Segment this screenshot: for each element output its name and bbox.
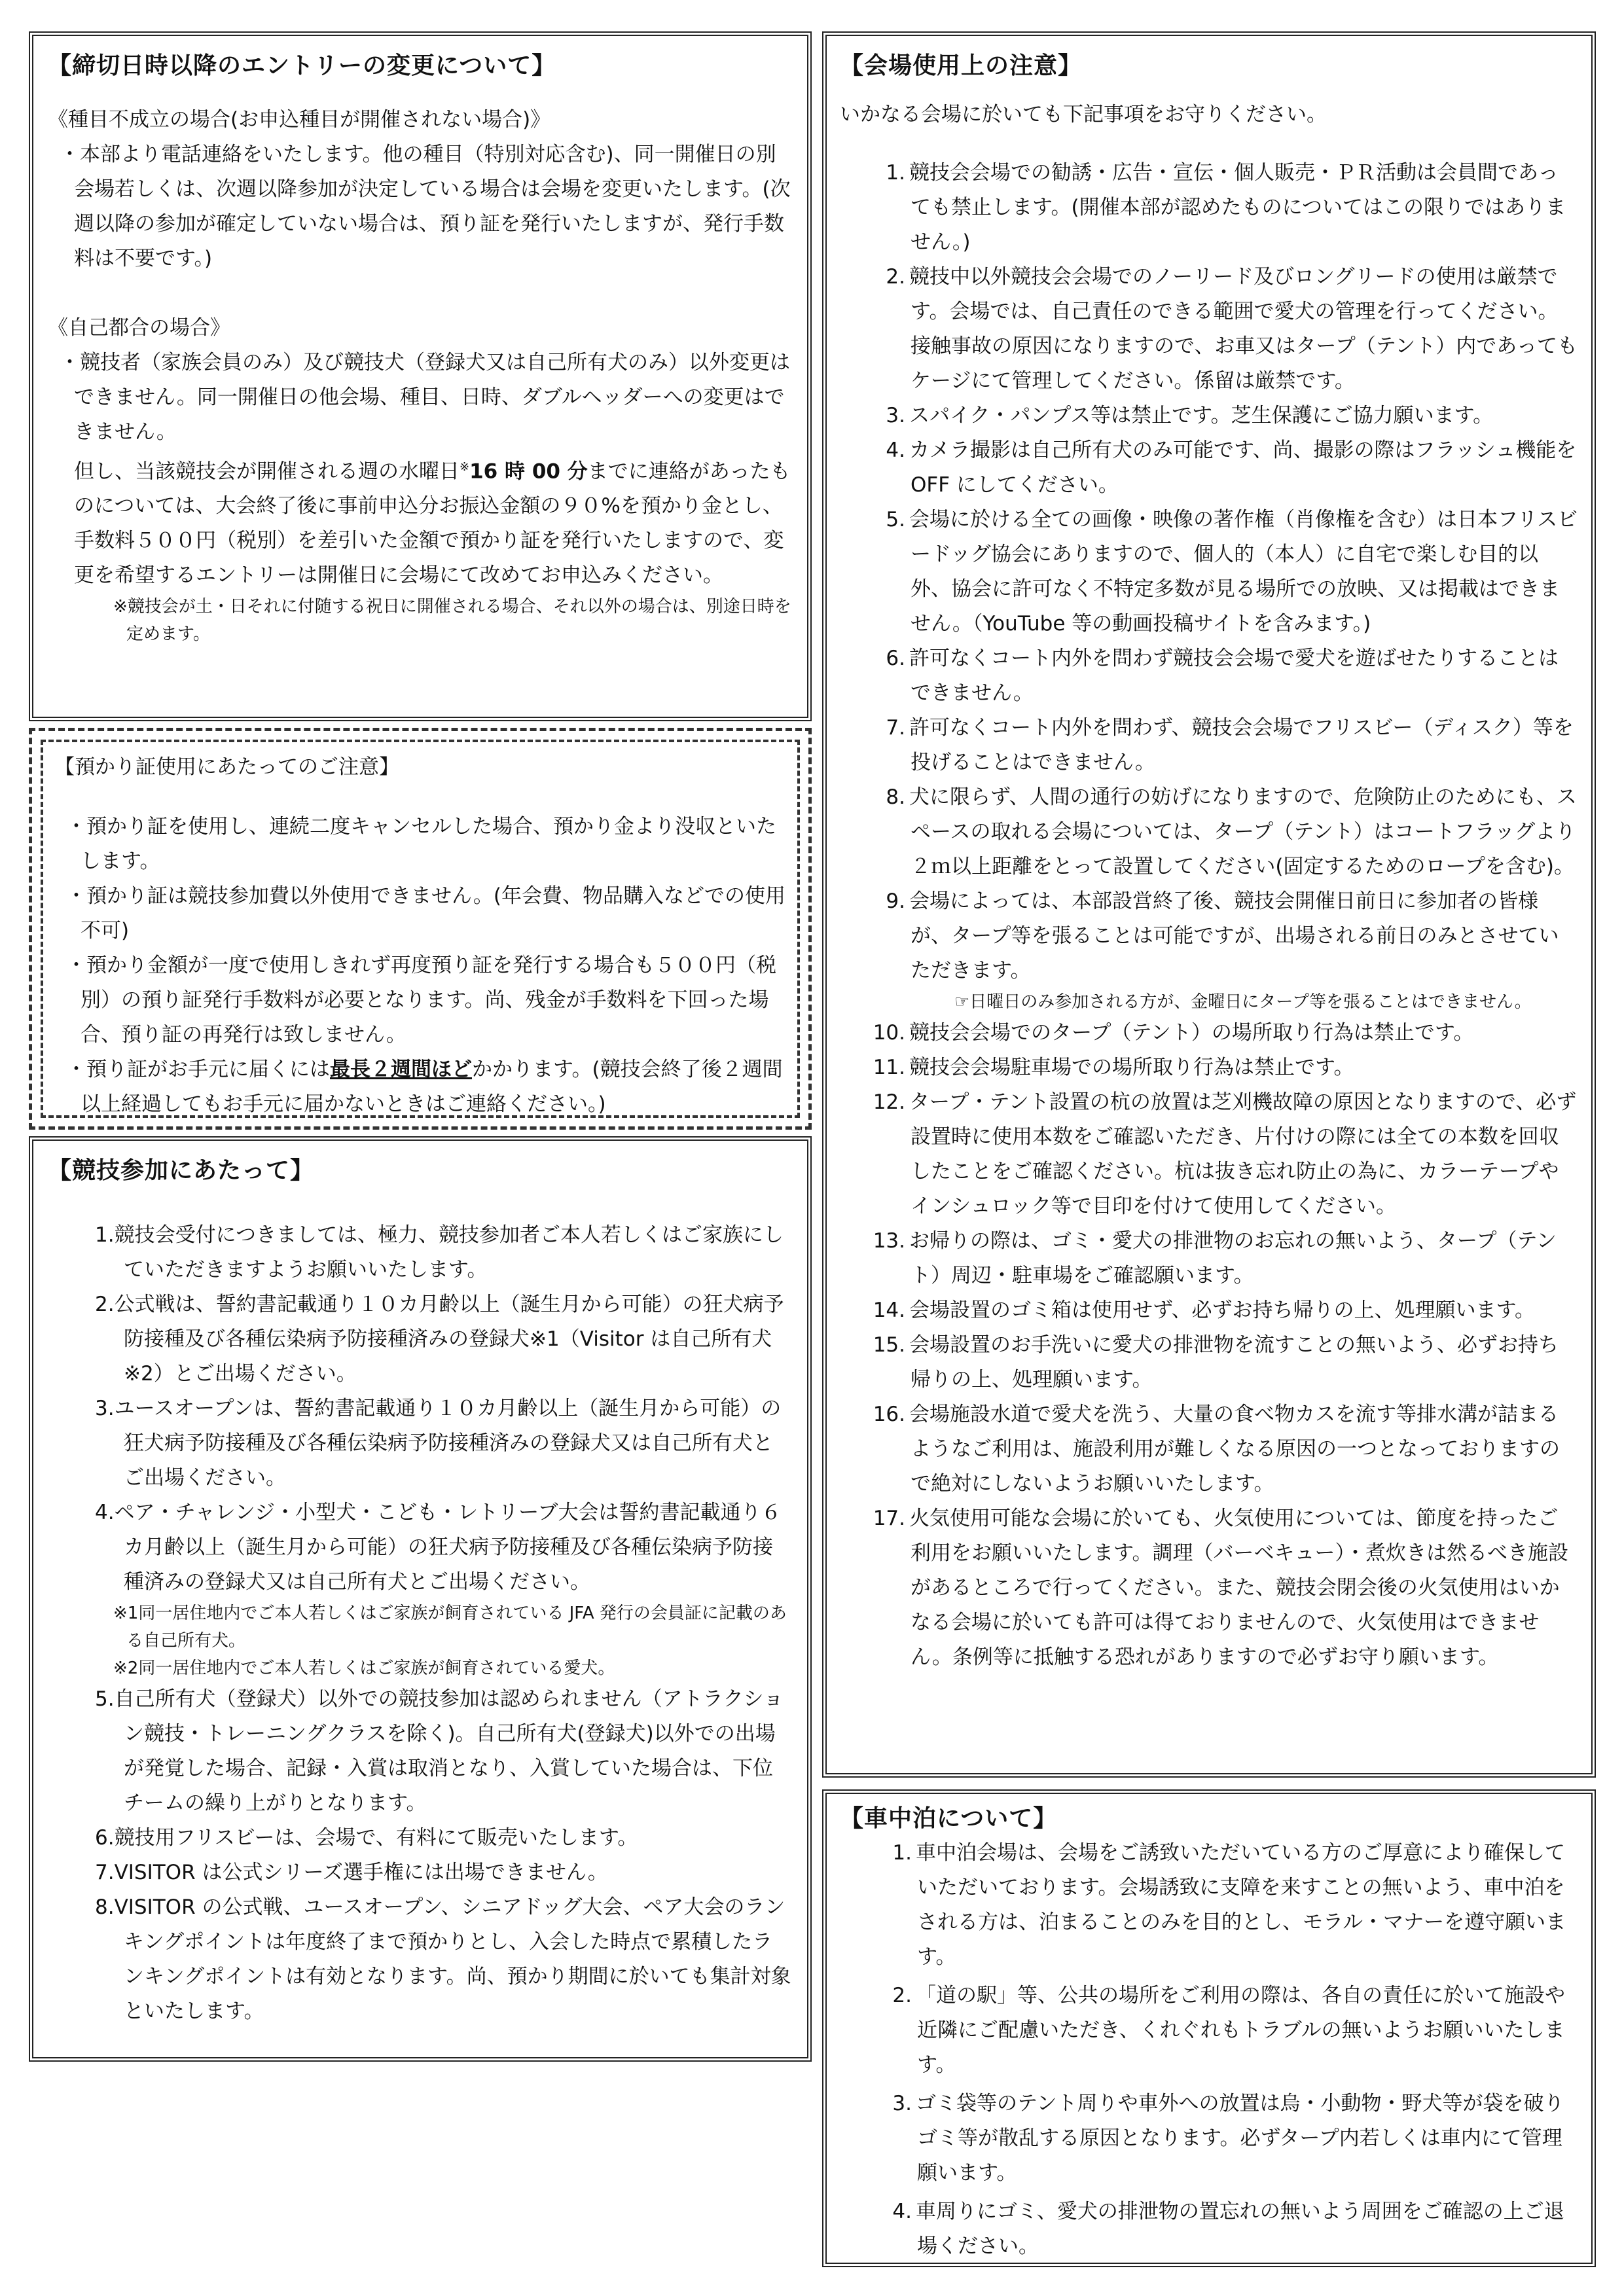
list-item: 2.公式戦は、誓約書記載通り１０カ月齢以上（誕生月から可能）の狂犬病予防接種及び各種伝染病予防接種済みの登録犬※1（Visitor は自己所有犬※2）とご出場ください。 [95, 1293, 784, 1386]
list-item: 1. 車中泊会場は、会場をご誘致いただいている方のご厚意により確保していただいております。会場誘致に支障を来すことの無いよう、車中泊をされる方は、泊まることのみを目的とし、モラル・マナーを遵守願います。 [892, 1841, 1566, 1969]
venue-rules-list [840, 156, 1578, 988]
participation-title: 【競技参加にあたって】 [48, 1157, 315, 1184]
footnote-2: ※2同一居住地内でご本人若しくはご家族が飼育されている愛犬。 [113, 1659, 615, 1678]
entry-change-section [29, 31, 812, 721]
list-item: 5. 会場に於ける全ての画像・映像の著作権（肖像権を含む）は日本フリスビードッグ協会にありますので、個人的（本人）に自宅で楽しむ目的以外、協会に許可なく不特定多数が見る場所での放映、又は掲載はできません。（YouTube 等の動画投稿サイトを含みます。) [886, 508, 1578, 636]
list-item: 13. お帰りの際は、ゴミ・愛犬の排泄物のお忘れの無いよう、タープ（テント）周辺・駐車場をご確認願います。 [873, 1229, 1557, 1287]
list-item: 16. 会場施設水道で愛犬を洗う、大量の食べ物カスを流す等排水溝が詰まるようなご利用は、施設利用が難しくなる原因の一つとなっておりますので絶対にしないようお願いいたします。 [873, 1403, 1560, 1496]
deposit-note-section [29, 728, 812, 1130]
list-item: 8.VISITOR の公式戦、ユースオープン、シニアドッグ大会、ペア大会のランキングポイントは年度終了まで預かりとし、入会した時点で累積したランキングポイントは有効となります。尚、預かり期間に於いても集計対象といたします。 [95, 1895, 791, 2023]
list-item: 1.競技会受付につきましては、極力、競技参加者ご本人若しくはご家族にしていただきますようお願いいたします。 [95, 1223, 784, 1282]
list-item: 2. 競技中以外競技会会場でのノーリード及びロングリードの使用は厳禁です。会場では、自己責任のできる範囲で愛犬の管理を行ってください。接触事故の原因になりますので、お車又はタープ（テント）内であってもケージにて管理してください。係留は厳禁です。 [886, 265, 1578, 393]
deposit-item: ・預かり証は競技参加費以外使用できません。(年会費、物品購入などでの使用不可) [66, 884, 785, 942]
deadline-note: ※競技会が土・日それに付随する祝日に開催される場合、それ以外の場合は、別途日時を定めます。 [113, 597, 791, 645]
venue-rules-title: 【会場使用上の注意】 [840, 52, 1083, 79]
list-item: 12. タープ・テント設置の杭の放置は芝刈機故障の原因となりますので、必ず設置時に使用本数をご確認いただき、片付けの際には全ての本数を回収したことをご確認ください。杭は抜き忘れ防止の為に、カラーテープやインシュロック等で目印を付けて使用してください。 [873, 1090, 1577, 1218]
list-item: 2. 「道の駅」等、公共の場所をご利用の際は、各自の責任に於いて施設や近隣にご配慮いただき、くれぐれもトラブルの無いようお願いいたします。 [892, 1984, 1565, 2077]
list-item: 4.ペア・チャレンジ・小型犬・こども・レトリーブ大会は誓約書記載通り６カ月齢以上（誕生月から可能）の狂犬病予防接種及び各種伝染病予防接種済みの登録犬又は自己所有犬とご出場ください。 [95, 1501, 782, 1594]
car-camping-list [840, 1836, 1578, 2264]
list-item: 9. 会場によっては、本部設営終了後、競技会開催日前日に参加者の皆様が、タープ等を張ることは可能ですが、出場される前日のみとさせていただきます。 [886, 889, 1559, 982]
cancelled-event-text: ・本部より電話連絡をいたします。他の種目（特別対応含む)、同一開催日の別会場若しくは、次週以降参加が決定している場合は会場を変更いたします。(次週以降の参加が確定していない場合は、預り証を発行いたしますが、発行手数料は不要です。) [60, 143, 791, 270]
venue-rules-list-2 [840, 1016, 1578, 1675]
deposit-item: ・預かり金額が一度で使用しきれず再度預り証を発行する場合も５００円（税別）の預り証発行手数料が必要となります。尚、残金が手数料を下回った場合、預り証の再発行は致しません。 [66, 954, 776, 1047]
list-item: 10. 競技会会場でのタープ（テント）の場所取り行為は禁止です。 [873, 1021, 1474, 1045]
list-item: 5.自己所有犬（登録犬）以外での競技参加は認められません（アトラクション競技・トレーニングクラスを除く)。自己所有犬(登録犬)以外での出場が発覚した場合、記録・入賞は取消となり、入賞していた場合は、下位チームの繰り上がりとなります。 [95, 1687, 784, 1815]
list-item: 15. 会場設置のお手洗いに愛犬の排泄物を流すことの無いよう、必ずお持ち帰りの上、処理願います。 [873, 1333, 1559, 1391]
list-item: 3. スパイク・パンプス等は禁止です。芝生保護にご協力願います。 [886, 404, 1494, 427]
list-item: 14. 会場設置のゴミ箱は使用せず、必ずお持ち帰りの上、処理願います。 [873, 1299, 1536, 1322]
list-item: 17. 火気使用可能な会場に於いても、火気使用については、節度を持ったご利用をお願いいたします。調理（バーベキュー）・煮炊きは然るべき施設があるところで行ってください。また、競技会閉会後の火気使用はいかなる会場に於いても許可は得ておりませんので、火気使用はできません。条例等に抵触する恐れがありますので必ずお守り願います。 [873, 1507, 1569, 1669]
list-item: 4. カメラ撮影は自己所有犬のみ可能です、尚、撮影の際はフラッシュ機能を OFF にしてください。 [886, 439, 1577, 497]
item-9-note: ☞日曜日のみ参加される方が、金曜日にタープ等を張ることはできません。 [954, 992, 1532, 1012]
car-camping-section [822, 1789, 1596, 2267]
list-item: 3.ユースオープンは、誓約書記載通り１０カ月齢以上（誕生月から可能）の狂犬病予防接種及び各種伝染病予防接種済みの登録犬又は自己所有犬とご出場ください。 [95, 1397, 782, 1490]
list-item: 1. 競技会会場での勧誘・広告・宣伝・個人販売・ＰＲ活動は会員間であっても禁止します。(開催本部が認めたものについてはこの限りではありません。) [886, 161, 1566, 254]
participation-list [48, 1218, 793, 1600]
deadline-text: 但し、当該競技会が開催される週の水曜日※16 時 00 分までに連絡があったものについては、大会終了後に事前申込分お振込金額の９０%を預かり金とし、手数料５００円（税別）を差引いた金額で預かり証を発行いたしますので、変更を希望するエントリーは開催日に会場にて改めてお申込みください。 [74, 459, 791, 588]
own-reason-heading: 《自己都合の場合》 [48, 316, 230, 340]
list-item: 6. 許可なくコート内外を問わず競技会会場で愛犬を遊ばせたりすることはできません。 [886, 647, 1559, 705]
list-item: 7.VISITOR は公式シリーズ選手権には出場できません。 [95, 1861, 608, 1884]
participation-section [29, 1136, 812, 2062]
deposit-note-title: 【預かり証使用にあたってのご注意】 [54, 755, 399, 779]
deposit-item: ・預かり証を使用し、連続二度キャンセルした場合、預かり金より没収といたします。 [66, 815, 776, 873]
list-item: 8. 犬に限らず、人間の通行の妨げになりますので、危険防止のためにも、スペースの取れる会場については、タープ（テント）はコートフラッグより２ｍ以上距離をとって設置してください(固定するためのロープを含む)。 [886, 785, 1577, 878]
list-item: 11. 競技会会場駐車場での場所取り行為は禁止です。 [873, 1056, 1354, 1079]
list-item: 4. 車周りにゴミ、愛犬の排泄物の置忘れの無いよう周囲をご確認の上ご退場ください。 [892, 2200, 1564, 2258]
own-reason-text: ・競技者（家族会員のみ）及び競技犬（登録犬又は自己所有犬のみ）以外変更はできません。同一開催日の他会場、種目、日時、ダブルヘッダーへの変更はできません。 [60, 351, 790, 444]
car-camping-title: 【車中泊について】 [840, 1805, 1058, 1832]
entry-change-title: 【締切日時以降のエントリーの変更について】 [48, 52, 556, 79]
list-item: 3. ゴミ袋等のテント周りや車外への放置は烏・小動物・野犬等が袋を破りゴミ等が散乱する原因となります。必ずタープ内若しくは車内にて管理願います。 [892, 2092, 1564, 2185]
deposit-item: ・預り証がお手元に届くには最長２週間ほどかかります。(競技会終了後２週間以上経過してもお手元に届かないときはご連絡ください。) [66, 1058, 783, 1116]
cancelled-event-heading: 《種目不成立の場合(お申込種目が開催されない場合)》 [48, 108, 551, 132]
venue-rules-intro: いかなる会場に於いても下記事項をお守りください。 [840, 103, 1327, 126]
list-item: 6.競技用フリスビーは、会場で、有料にて販売いたします。 [95, 1826, 638, 1850]
list-item: 7. 許可なくコート内外を問わず、競技会会場でフリスビー（ディスク）等を投げることはできません。 [886, 716, 1574, 774]
participation-list-2 [48, 1682, 793, 2029]
venue-rules-section [822, 31, 1596, 1778]
footnote-1: ※1同一居住地内でご本人若しくはご家族が飼育されている JFA 発行の会員証に記載のある自己所有犬。 [113, 1604, 787, 1651]
